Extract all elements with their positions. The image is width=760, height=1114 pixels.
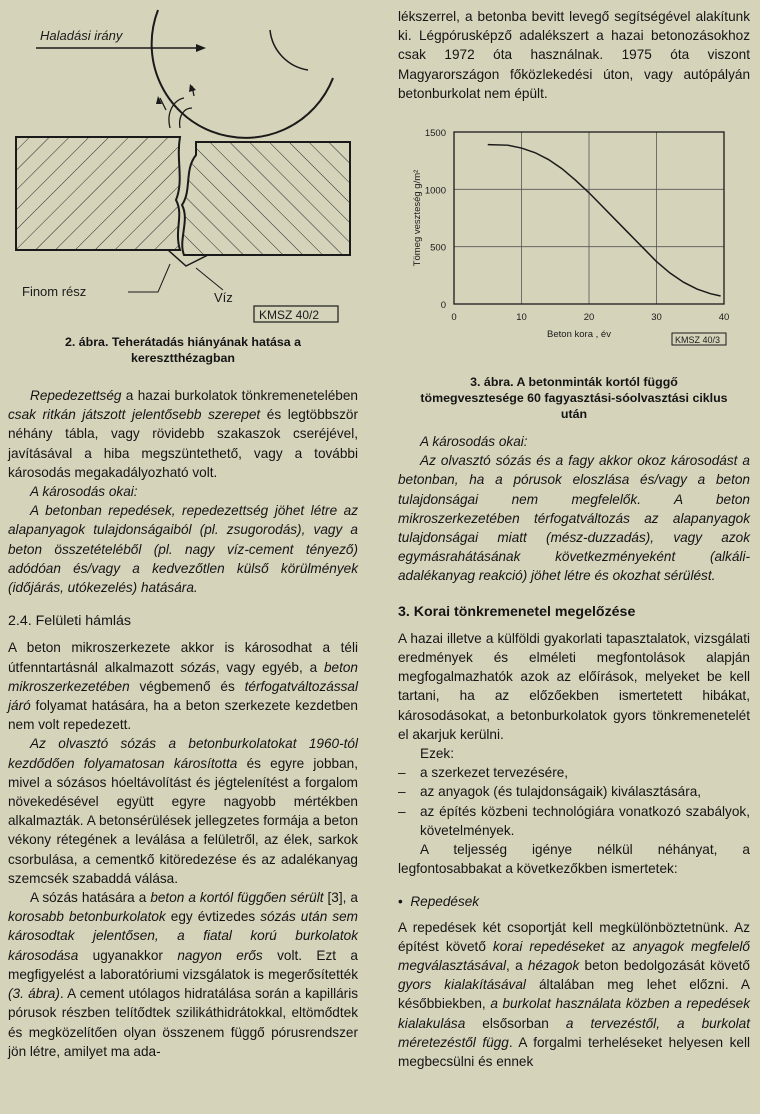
paragraph-air-entrainment: lékszerrel, a betonba bevitt levegő segítségével alakítunk ki. Légpórusképző adalékszert a hazai betonozásokhoz csak 1972 óta használnak. 1975 óta viszont Magyarországon főközlekedési úton, vagy autópályán betonburkolat nem épült. (398, 9, 750, 101)
x-tick-label: 30 (651, 312, 662, 323)
fine-part-label: Finom rész (22, 284, 87, 299)
these-label: Ezek: (420, 746, 454, 762)
paragraph-cracks: A repedések két csoportját kell megkülönböztetnünk. Az építést követő korai repedéseket az anyagok megfelelő megválasztásával, a hézagok beton bedolgozását követő gyors kialakításával általában meg lehet előzni. A későbbiekben, a burkolat használata közben a repedések kialakulása elsősorban a tervezéstől, a burkolat méretezéstől függ. A forgalmi terheléseket helyesen kell megbecsülni és ennek (398, 919, 751, 1070)
left-slab (16, 137, 180, 250)
figure-2-code: KMSZ 40/2 (259, 308, 320, 322)
right-body (398, 432, 750, 1071)
x-tick-label: 40 (718, 312, 730, 323)
causes-label: A károsodás okai: (30, 484, 138, 500)
bullet-icon: • (398, 894, 411, 910)
causes-text: A betonban repedések, repedezettség jöhet létre az alapanyagok tulajdonságaiból (pl. zsugorodás), vagy a beton összetételéből (pl. nagy víz-cement tényező) adódóan és/vagy a kedvezőtlen külső körülmények (időjárás, utókezelés) hatására. (8, 503, 358, 596)
section-heading-3: 3. Korai tönkremenetel megelőzése (398, 603, 636, 620)
figure-2-drawing (8, 0, 358, 330)
paragraph-section-3: A hazai illetve a külföldi gyakorlati tapasztalatok, vizsgálati eredmények és elméleti megfontolások alapján megfogalmazhatók azok az előírások, melyeket be kell tartani, ha az előzőekben ismertetett hibákat, károsodásokat, a betonburkolatok gyors tönkremenetelét el akarjuk kerülni. (398, 630, 750, 742)
figure-3-chart (398, 114, 750, 354)
paragraph-completeness: A teljesség igénye nélkül néhányat, a legfontosabbakat a következőkben ismertetek: (398, 842, 750, 877)
requirements-list (398, 763, 750, 840)
right-causes-text: Az olvasztó sózás és a fagy akkor okoz károsodást a betonban, ha a pórusok eloszlása és/vagy a beton tulajdonságai nem megfelelők. A beton mikroszerkezetében térfogatváltozás az alapanyagok tulajdonságai miatt (mész-duzzadás), vagy azok egymásrahátásának következményeként (alkáli-adalékanyag reakció) jöhet létre és okozhat sérülést. (398, 453, 750, 584)
series-line (488, 145, 721, 296)
list-item: – az anyagok (és tulajdonságaik) kiválasztására, (398, 784, 702, 800)
top-paragraph-wrap (398, 7, 750, 103)
water-label: Víz (214, 290, 233, 305)
x-tick-label: 10 (516, 312, 527, 323)
bullet-heading: • Repedések (398, 894, 480, 910)
list-item: – az építés közbeni technológiára vonatkozó szabályok, követelmények. (398, 803, 750, 838)
x-tick-label: 20 (583, 312, 595, 323)
y-tick-label: 0 (440, 300, 446, 311)
y-tick-label: 1500 (424, 128, 446, 139)
paragraph-salting: Az olvasztó sózás a betonburkolatokat 1960-tól kezdődően folyamatosan károsította és egyre jobban, mivel a sózásos hóeltávolítást és jégtelenítést a forgalom növekedésével együtt egyre nagyobb mértékben alkalmazták. A betonsérülések jellegzetes formája a beton vékony rétegének a leválása a felületről, az élek, sarkok csorbulása, a cementkő kitöredezése és az adalékanyag szemcsék szabaddá válása. (8, 736, 359, 886)
figure-3-caption: 3. ábra. A betonminták kortól függő tömegvesztesége 60 fagyasztási-sóolvasztási ciklus után (420, 375, 728, 421)
x-axis-label: Beton kora , év (547, 329, 611, 340)
paragraph-microstructure: A beton mikroszerkezete akkor is károsodhat a téli útfenntartásnál alkalmazott sózás, vagy egyéb, a beton mikroszerkezetében végbemenő és térfogatváltozással járó folyamat hatására, ha a beton szerkezete kezdetben nem volt repedezett. (8, 640, 358, 733)
x-tick-label: 0 (451, 312, 457, 323)
direction-label: Haladási irány (40, 28, 123, 43)
paragraph-cracking: Repedezettség a hazai burkolatok tönkremenetelében csak ritkán játszott jelentősebb szerepet és legtöbbször néhány tábla, vagy rövidebb szakaszok cseréjével, javításával a hiba megszüntethető, vagy a további károsodás megakadályozható volt. (8, 388, 358, 480)
y-tick-label: 500 (430, 242, 446, 254)
section-heading-2-4: 2.4. Felületi hámlás (8, 613, 132, 630)
right-causes-label: A károsodás okai: (420, 434, 528, 449)
left-body (8, 386, 358, 1061)
figure-2-caption: 2. ábra. Teherátadás hiányának hatása a keresztthézagban (65, 335, 301, 365)
wheel-arc (152, 10, 333, 138)
y-axis-label: Tömeg veszteség g/m² (412, 169, 423, 267)
y-tick-label: 1000 (424, 185, 446, 197)
list-item: – a szerkezet tervezésére, (398, 765, 569, 781)
right-slab (182, 142, 350, 255)
paragraph-age: A sózás hatására a beton a kortól függően sérült [3], a korosabb betonburkolatok egy évtizedes sózás után sem károsodtak jelentősen, a fiatal korú burkolatok károsodása ugyanakkor nagyon erős volt. Ezt a megfigyelést a laboratóriumi vizsgálatok is megerősítették (3. ábra). A cement utólagos hidratálása során a kapilláris pórusok részben telítődtek szilikáthidrátokkal, eltömődtek és megközelítően olyan összenem függő pórusrendszer jön létre, amilyet ma ada- (8, 890, 359, 1059)
chart-code: KMSZ 40/3 (675, 335, 721, 345)
